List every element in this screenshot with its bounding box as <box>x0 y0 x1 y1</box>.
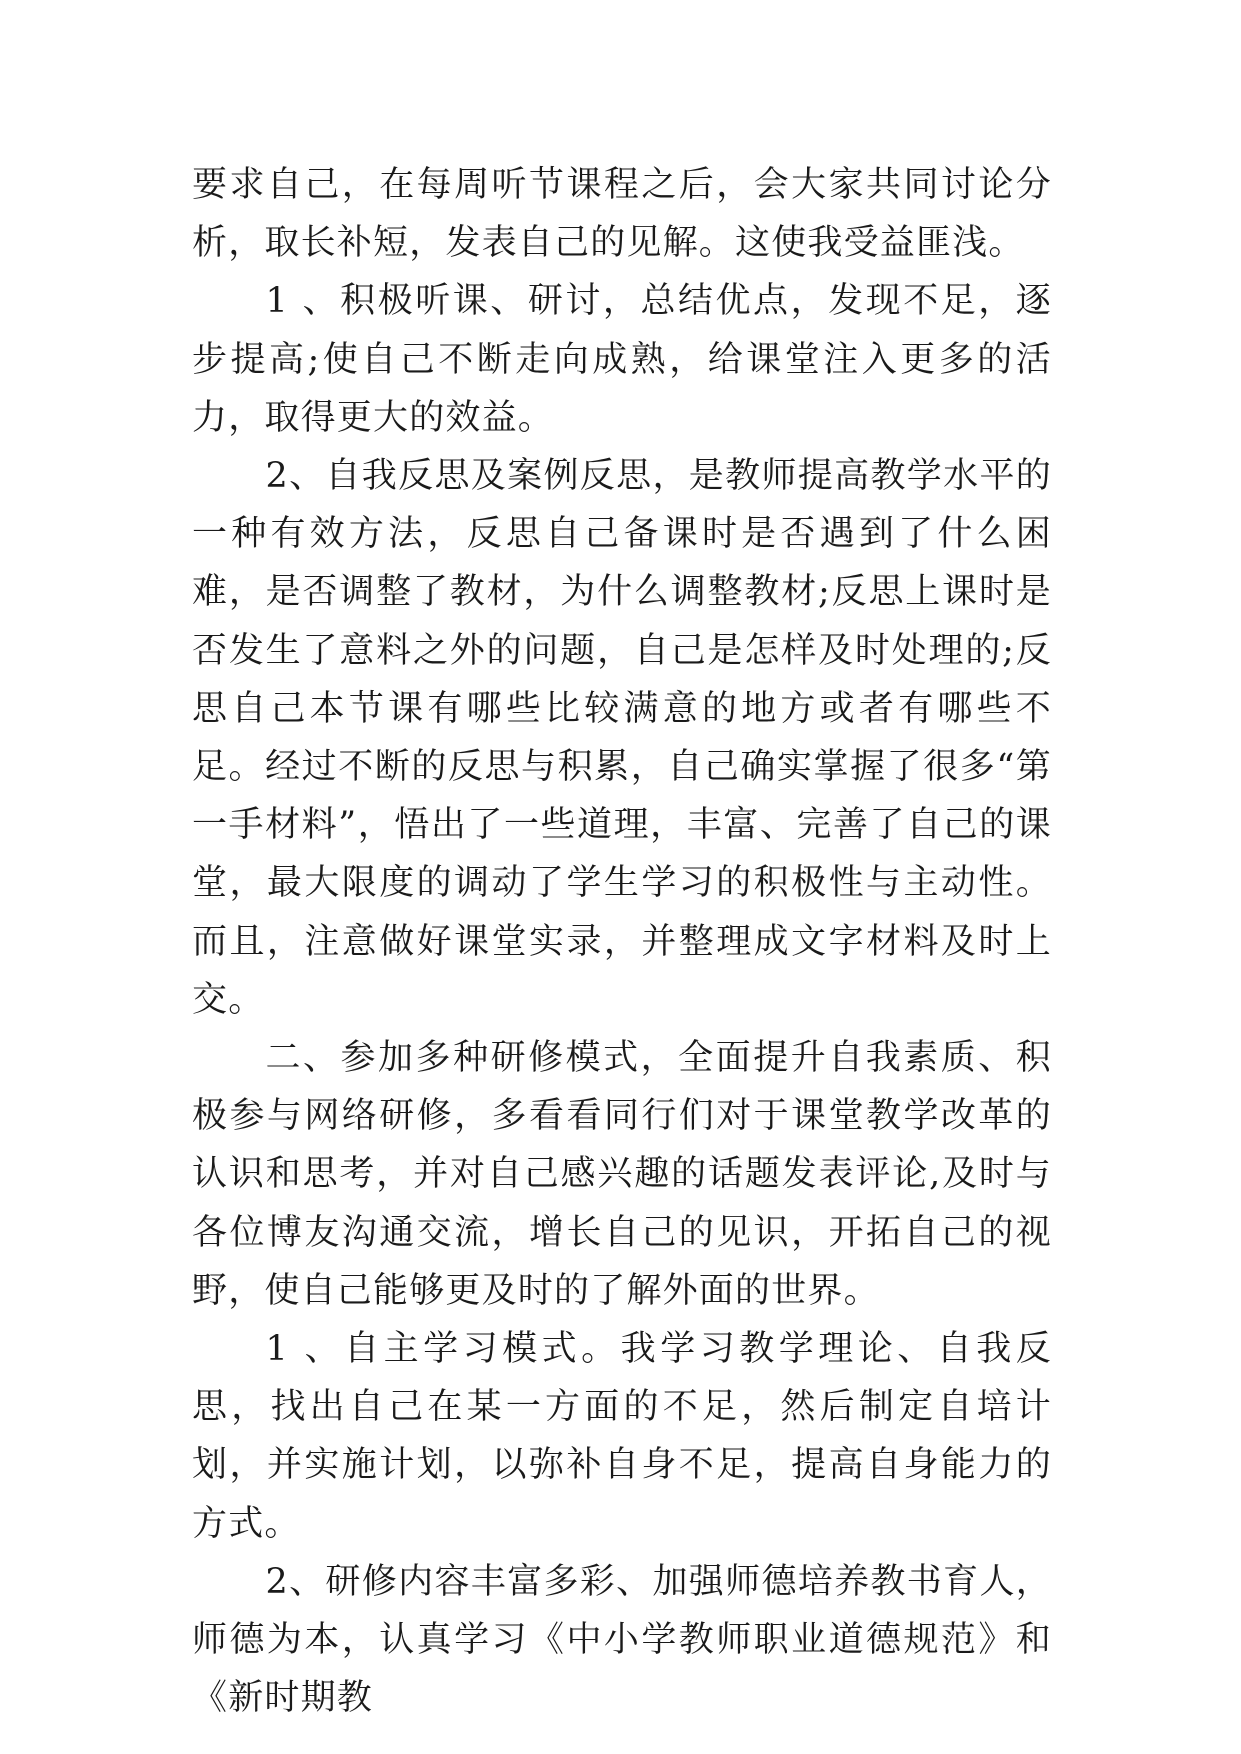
paragraph-2: 1 、积极听课、研讨，总结优点，发现不足，逐步提高;使自己不断走向成熟，给课堂注入更多的活力，取得更大的效益。 <box>192 281 1052 438</box>
paragraph-5: 1 、自主学习模式。我学习教学理论、自我反思，找出自己在某一方面的不足，然后制定自培计划，并实施计划，以弥补自身不足，提高自身能力的方式。 <box>192 1329 1052 1544</box>
paragraph-4: 二、参加多种研修模式，全面提升自我素质、积极参与网络研修，多看看同行们对于课堂教学改革的认识和思考，并对自己感兴趣的话题发表评论,及时与各位博友沟通交流，增长自己的见识，开拓自己的视野，使自己能够更及时的了解外面的世界。 <box>192 1038 1052 1311</box>
paragraph-6: 2、研修内容丰富多彩、加强师德培养教书育人，师德为本，认真学习《中小学教师职业道德规范》和《新时期教 <box>192 1561 1052 1719</box>
paragraph-3: 2、自我反思及案例反思，是教师提高教学水平的一种有效方法，反思自己备课时是否遇到了什么困难，是否调整了教材，为什么调整教材;反思上课时是否发生了意料之外的问题，自己是怎样及时处理的;反思自己本节课有哪些比较满意的地方或者有哪些不足。经过不断的反思与积累，自己确实掌握了很多“第一手材料”，悟出了一些道理，丰富、完善了自己的课堂，最大限度的调动了学生学习的积极性与主动性。而且，注意做好课堂实录，并整理成文字材料及时上交。 <box>192 456 1052 1020</box>
paragraph-1: 要求自己，在每周听节课程之后，会大家共同讨论分析，取长补短，发表自己的见解。这使我受益匪浅。 <box>192 165 1052 264</box>
body-text <box>192 156 1052 1727</box>
